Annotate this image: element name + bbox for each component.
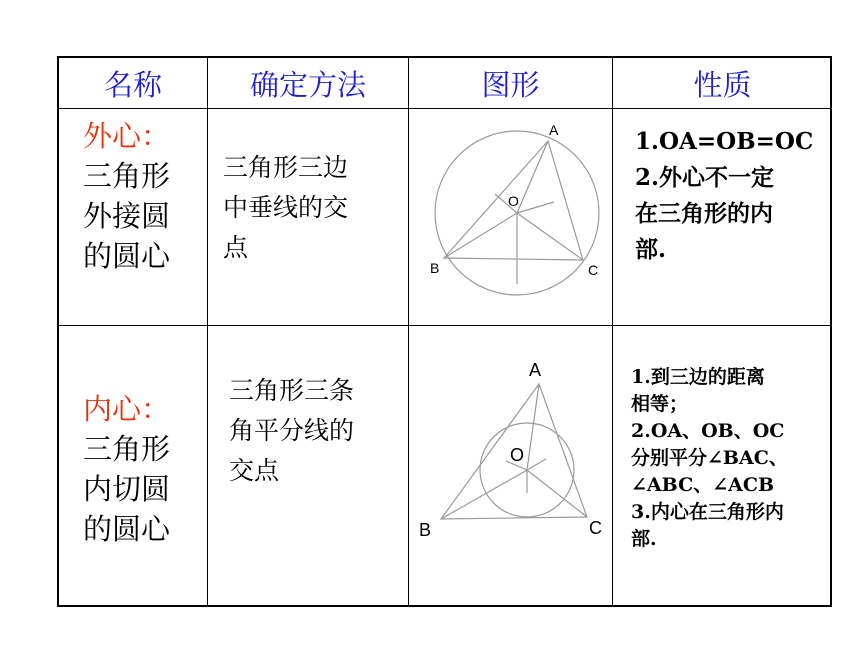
- method-line: 三角形三条: [229, 376, 355, 405]
- segment-oc: [517, 213, 583, 260]
- segment-ob: [444, 213, 517, 258]
- perpendicular-bisector: [517, 202, 554, 213]
- method-line: 三角形三边: [223, 153, 349, 182]
- method-line: 交点: [229, 456, 280, 485]
- column-divider: [612, 58, 613, 605]
- point-o-label: O: [508, 193, 519, 209]
- name-line: 三角形: [83, 432, 171, 466]
- header-figure: 图形: [481, 67, 540, 102]
- name-line: 的圆心: [83, 239, 171, 273]
- incenter-label: 内心：: [83, 392, 171, 426]
- column-divider: [207, 58, 208, 605]
- property-line: 2.外心不一定: [635, 164, 775, 191]
- method-line: 中垂线的交: [223, 193, 349, 222]
- name-line: 内切圆: [83, 472, 171, 506]
- incenter-figure: [409, 326, 612, 607]
- method-line: 点: [223, 233, 249, 262]
- property-line: 相等；: [631, 393, 689, 415]
- name-line: 外接圆: [83, 199, 171, 233]
- point-b-label: B: [419, 520, 432, 540]
- point-b-label: B: [430, 260, 440, 276]
- property-line: 部.: [631, 528, 657, 550]
- row-incenter-method: [229, 371, 405, 491]
- property-line: 在三角形的内: [635, 200, 773, 227]
- point-a-label: A: [529, 360, 542, 380]
- property-line: 2.OA、OB、OC: [631, 420, 785, 442]
- property-line: 分别平分∠BAC、: [631, 447, 788, 469]
- circumcenter-label: 外心：: [83, 119, 171, 153]
- point-c-label: C: [588, 262, 599, 278]
- angle-bisector: [527, 384, 539, 470]
- property-line: 1.OA=OB=OC: [635, 128, 814, 155]
- incenter-o-label: O: [510, 445, 525, 465]
- comparison-table: [57, 56, 832, 607]
- segment-oa: [517, 141, 548, 213]
- property-line: ∠ABC、∠ACB: [631, 474, 775, 496]
- circumcenter-figure: [409, 109, 612, 325]
- point-a-label: A: [549, 122, 559, 138]
- header-property: 性质: [693, 67, 752, 102]
- row-circumcenter-property: [635, 124, 831, 268]
- row-incenter-property: [631, 364, 831, 553]
- method-line: 角平分线的: [229, 416, 355, 445]
- property-line: 部.: [635, 236, 667, 263]
- header-name: 名称: [103, 67, 162, 102]
- point-c-label: C: [589, 518, 602, 538]
- header-method: 确定方法: [249, 67, 366, 102]
- row-circumcenter-name: [83, 116, 205, 276]
- name-line: 三角形: [83, 159, 171, 193]
- angle-bisector: [441, 470, 527, 519]
- name-line: 的圆心: [83, 512, 171, 546]
- property-line: 1.到三边的距离: [631, 366, 765, 388]
- row-incenter-name: [83, 389, 205, 549]
- property-line: 3.内心在三角形内: [631, 501, 784, 523]
- row-circumcenter-method: [223, 148, 403, 268]
- radius-to-side: [527, 459, 546, 470]
